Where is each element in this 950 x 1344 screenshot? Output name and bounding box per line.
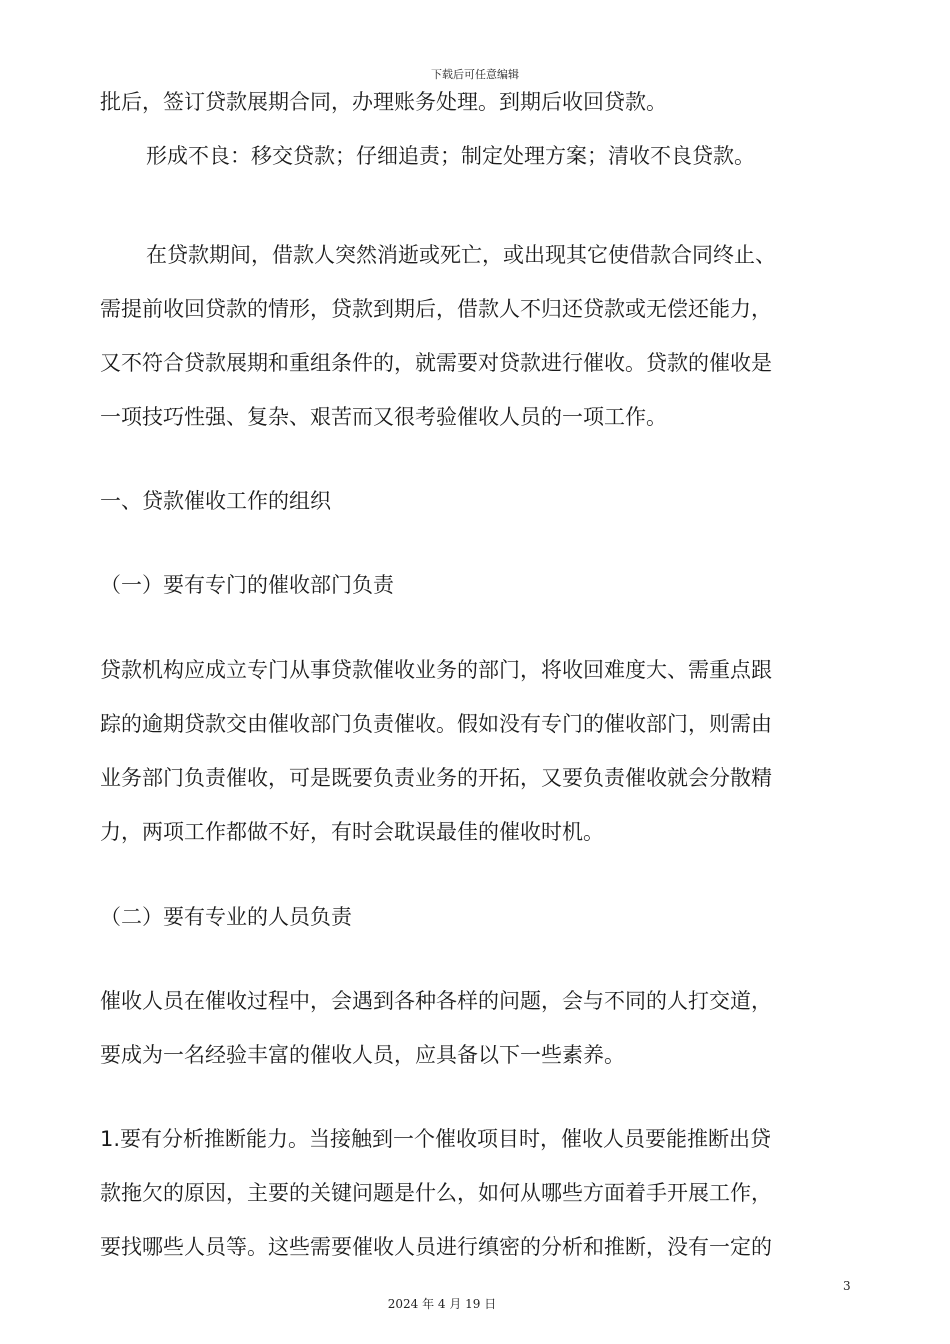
body-line: 贷款机构应成立专门从事贷款催收业务的部门，将收回难度大、需重点跟 xyxy=(100,658,772,682)
page-number: 3 xyxy=(843,1279,851,1293)
body-line: 要找哪些人员等。这些需要催收人员进行缜密的分析和推断，没有一定的 xyxy=(100,1235,772,1259)
body-line: 1.要有分析推断能力。当接触到一个催收项目时，催收人员要能推断出贷 xyxy=(100,1127,772,1151)
page-footer-date: 2024 年 4 月 19 日 xyxy=(387,1297,497,1311)
body-line: 一项技巧性强、复杂、艰苦而又很考验催收人员的一项工作。 xyxy=(100,405,667,429)
body-line: 要成为一名经验丰富的催收人员，应具备以下一些素养。 xyxy=(100,1043,625,1067)
subsection-heading: （二）要有专业的人员负责 xyxy=(100,905,352,929)
body-line: 批后，签订贷款展期合同，办理账务处理。到期后收回贷款。 xyxy=(100,90,667,114)
body-line: 催收人员在催收过程中，会遇到各种各样的问题，会与不同的人打交道， xyxy=(100,989,772,1013)
body-line: 形成不良：移交贷款；仔细追责；制定处理方案；清收不良贷款。 xyxy=(146,144,755,168)
body-line: 需提前收回贷款的情形，贷款到期后，借款人不归还贷款或无偿还能力， xyxy=(100,297,772,321)
page-header: 下载后可任意编辑 xyxy=(431,68,519,81)
subsection-heading: （一）要有专门的催收部门负责 xyxy=(100,573,394,597)
section-heading: 一、贷款催收工作的组织 xyxy=(100,489,331,513)
body-line: 踪的逾期贷款交由催收部门负责催收。假如没有专门的催收部门，则需由 xyxy=(100,712,772,736)
body-line: 在贷款期间，借款人突然消逝或死亡，或出现其它使借款合同终止、 xyxy=(146,243,776,267)
body-line: 款拖欠的原因，主要的关键问题是什么，如何从哪些方面着手开展工作， xyxy=(100,1181,772,1205)
body-line: 又不符合贷款展期和重组条件的，就需要对贷款进行催收。贷款的催收是 xyxy=(100,351,772,375)
body-line: 业务部门负责催收，可是既要负责业务的开拓，又要负责催收就会分散精 xyxy=(100,766,772,790)
body-line: 力，两项工作都做不好，有时会耽误最佳的催收时机。 xyxy=(100,820,604,844)
